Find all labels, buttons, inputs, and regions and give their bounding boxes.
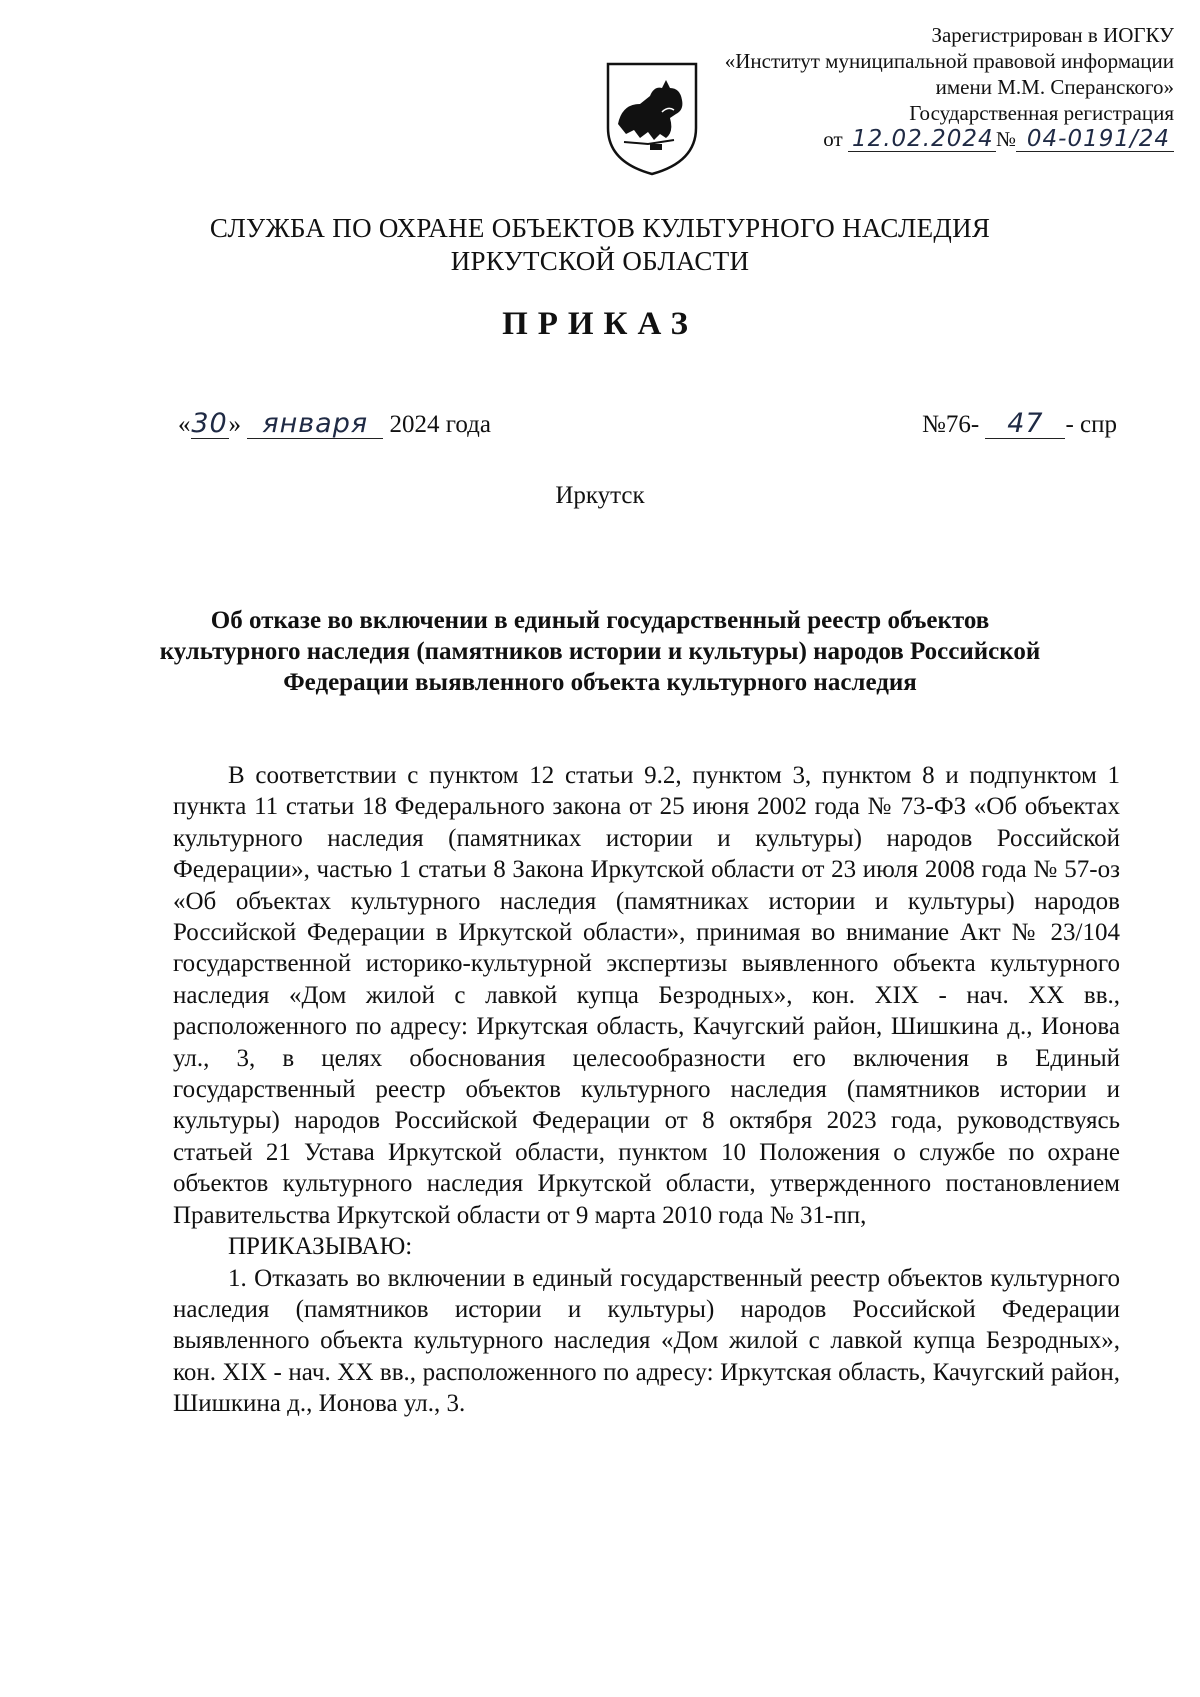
registration-line-3: имени М.М. Сперанского»	[935, 75, 1174, 99]
order-item-1: 1. Отказать во включении в единый государственный реестр объектов культурного наследия (памятников истории и культуры) народов Российской Федерации выявленного объекта культурного наследия «Дом жилой с лавкой купца Безродных», кон. XIX - нач. XX вв., расположенного по адресу: Иркутская область, Качугский район, Шишкина д., Ионова ул., 3.	[173, 1264, 1120, 1418]
order-word: ПРИКАЗЫВАЮ:	[228, 1233, 413, 1261]
preamble-paragraph: В соответствии с пунктом 12 статьи 9.2, пунктом 3, пунктом 8 и подпунктом 1 пункта 11 статьи 18 Федерального закона от 25 июня 2002 года № 73-ФЗ «Об объектах культурного наследия (памятниках истории и культуры) народов Российской Федерации», частью 1 статьи 8 Закона Иркутской области от 23 июля 2008 года № 57-оз «Об объектах культурного наследия (памятниках истории и культуры) народов Российской Федерации в Иркутской области», принимая во внимание Акт № 23/104 государственной историко-культурной экспертизы выявленного объекта культурного наследия «Дом жилой с лавкой купца Безродных», кон. XIX - нач. XX вв., расположенного по адресу: Иркутская область, Качугский район, Шишкина д., Ионова ул., 3, в целях обоснования целесообразности его включения в Единый государственный реестр объектов культурного наследия (памятников истории и культуры) народов Российской Федерации от 8 октября 2023 года, руководствуясь статьей 21 Устава Иркутской области, пунктом 10 Положения о службе по охране объектов культурного наследия Иркутской области, утвержденного постановлением Правительства Иркутской области от 9 марта 2010 года № 31-пп,	[173, 762, 1120, 1229]
order-number-prefix: №76-	[922, 411, 980, 438]
order-year: 2024 года	[389, 411, 491, 438]
order-month: января	[247, 410, 383, 439]
registration-line-4: Государственная регистрация	[909, 101, 1174, 125]
order-number-suffix: - спр	[1065, 411, 1117, 438]
registration-number-value: 04-0191/24	[1016, 127, 1174, 152]
registration-number-prefix: №	[995, 127, 1016, 151]
order-number-value: 47	[985, 410, 1065, 439]
order-title: ПРИКАЗ	[502, 306, 698, 342]
order-number	[922, 410, 1117, 439]
registration-date-value: 12.02.2024	[848, 127, 996, 152]
document-body	[173, 760, 1120, 1420]
date-quote-close: »	[228, 411, 241, 438]
document-title: Об отказе во включении в единый государственный реестр объектов культурного наследия (памятников истории и культуры) народов Российской Федерации выявленного объекта культурного наследия	[159, 607, 1041, 696]
registration-date-prefix: от	[823, 127, 843, 151]
agency-name-line-2: ИРКУТСКОЙ ОБЛАСТИ	[450, 246, 750, 276]
agency-name	[0, 212, 1200, 278]
irkutsk-coat-of-arms-icon	[604, 58, 700, 178]
registration-line-1: Зарегистрирован в ИОГКУ	[931, 23, 1174, 47]
date-quote-open: «	[178, 411, 191, 438]
order-day: 30	[191, 408, 228, 439]
registration-line-2: «Институт муниципальной правовой информации	[724, 49, 1174, 73]
registration-stamp	[725, 22, 1174, 152]
order-date	[178, 410, 491, 439]
registration-date-line	[725, 126, 1174, 152]
agency-name-line-1: СЛУЖБА ПО ОХРАНЕ ОБЪЕКТОВ КУЛЬТУРНОГО НАСЛЕДИЯ	[209, 213, 991, 243]
order-city: Иркутск	[555, 482, 645, 509]
